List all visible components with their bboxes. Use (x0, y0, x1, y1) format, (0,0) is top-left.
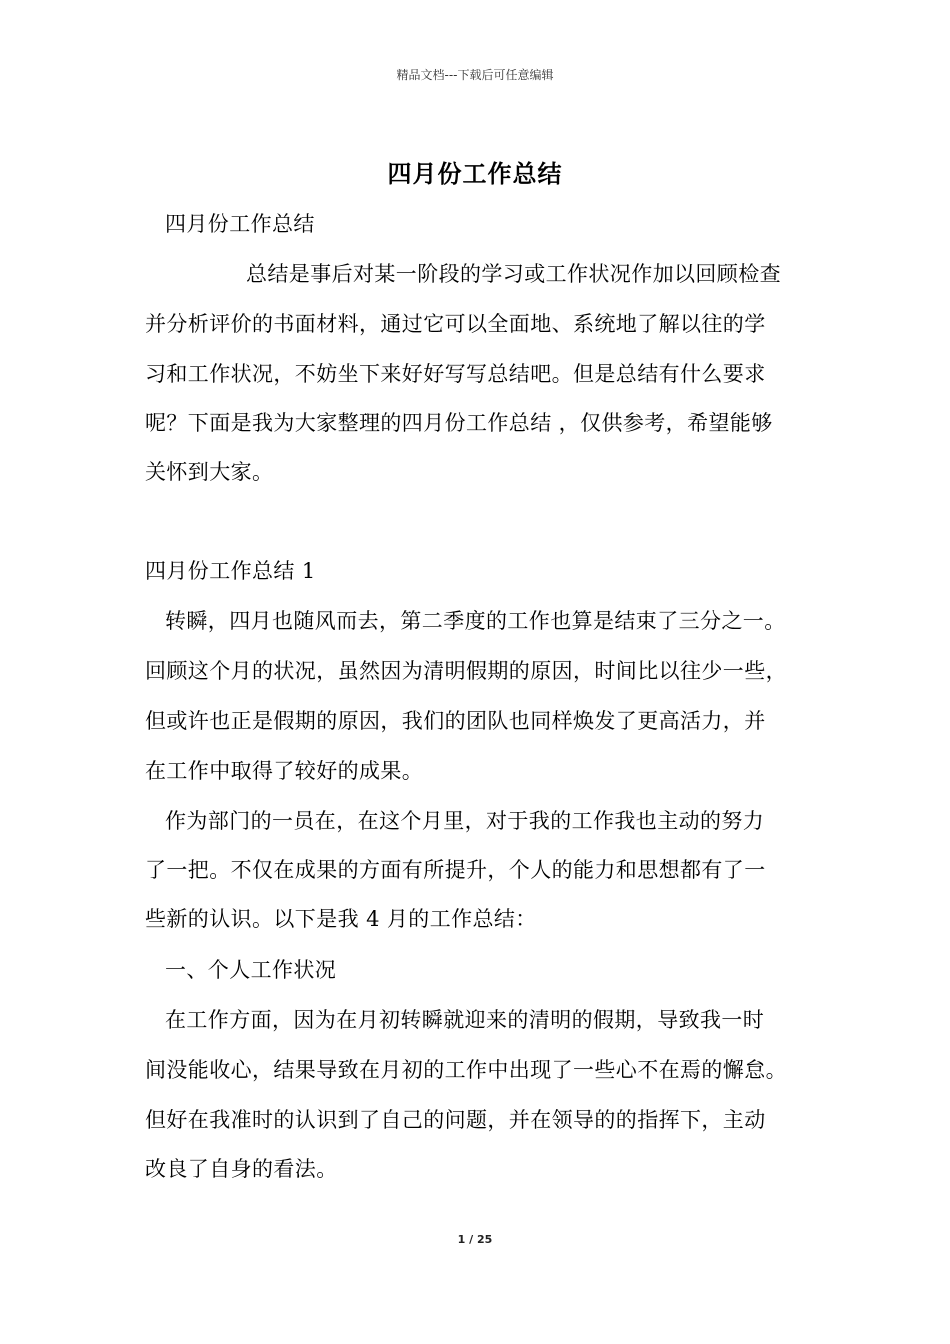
body-line: 但或许也正是假期的原因，我们的团队也同样焕发了更高活力，并 (145, 709, 766, 733)
body-line: 在工作方面，因为在月初转瞬就迎来的清明的假期，导致我一时 (165, 1008, 765, 1032)
subtitle-line: 四月份工作总结 (165, 212, 315, 236)
body-line: 转瞬，四月也随风而去，第二季度的工作也算是结束了三分之一。 (165, 609, 786, 633)
body-line: 了一把。不仅在成果的方面有所提升，个人的能力和思想都有了一 (145, 858, 766, 882)
document-title: 四月份工作总结 (387, 160, 563, 188)
subsection-heading: 一、个人工作状况 (165, 958, 337, 982)
body-line: 总结是事后对某一阶段的学习或工作状况作加以回顾检查 (246, 262, 781, 286)
body-line: 习和工作状况，不妨坐下来好好写写总结吧。但是总结有什么要求 (145, 362, 766, 386)
header-note: 精品文档---下载后可任意编辑 (396, 68, 554, 82)
body-line: 间没能收心，结果导致在月初的工作中出现了一些心不在焉的懈怠。 (145, 1058, 787, 1082)
body-line: 但好在我准时的认识到了自己的问题，并在领导的的指挥下，主动 (145, 1108, 766, 1132)
section-heading: 四月份工作总结 1 (145, 559, 316, 583)
page-number: 1 / 25 (457, 1233, 493, 1246)
body-line: 作为部门的一员在，在这个月里，对于我的工作我也主动的努力 (165, 809, 765, 833)
body-line: 关怀到大家。 (145, 460, 274, 484)
body-line: 呢？下面是我为大家整理的四月份工作总结 ，仅供参考，希望能够 (145, 411, 773, 435)
body-line: 在工作中取得了较好的成果。 (145, 759, 424, 783)
body-line: 些新的认识。以下是我 4 月的工作总结： (145, 907, 537, 931)
body-line: 改良了自身的看法。 (145, 1157, 338, 1181)
body-line: 并分析评价的书面材料，通过它可以全面地、系统地了解以往的学 (145, 312, 766, 336)
body-line: 回顾这个月的状况，虽然因为清明假期的原因，时间比以往少一些， (145, 659, 787, 683)
